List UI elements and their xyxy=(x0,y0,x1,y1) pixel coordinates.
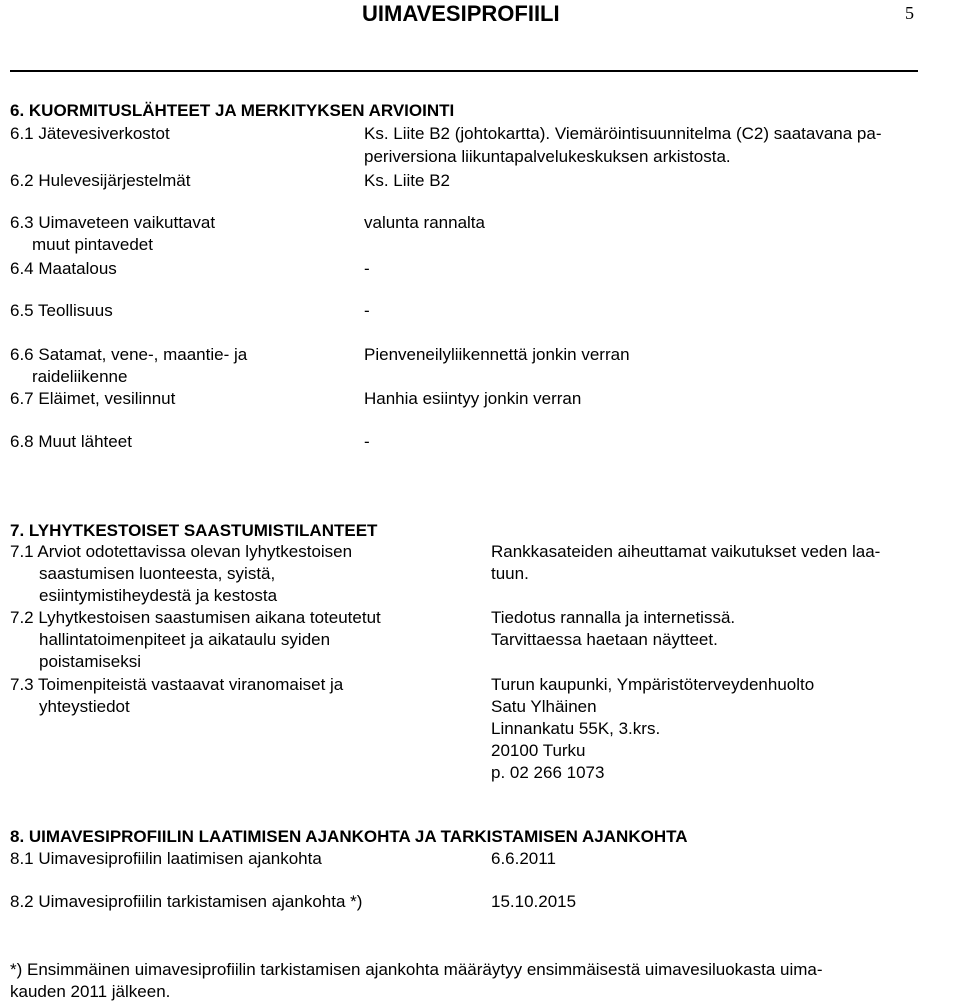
row-label: hallintatoimenpiteet ja aikataulu syiden xyxy=(39,630,331,649)
row-label: yhteystiedot xyxy=(39,697,130,716)
row-label: 6.3 Uimaveteen vaikuttavat xyxy=(10,213,216,232)
page-number: 5 xyxy=(905,3,914,23)
row-label: raideliikenne xyxy=(32,367,128,386)
row-value: Ks. Liite B2 (johtokartta). Viemäröintisuunnitelma (C2) saatavana pa- xyxy=(364,124,882,143)
section-8-heading: 8. UIMAVESIPROFIILIN LAATIMISEN AJANKOHTA JA TARKISTAMISEN AJANKOHTA xyxy=(10,827,688,846)
row-label: 6.7 Eläimet, vesilinnut xyxy=(10,389,176,408)
row-value: tuun. xyxy=(491,564,529,583)
row-value: Pienveneilyliikennettä jonkin verran xyxy=(364,345,630,364)
row-value: p. 02 266 1073 xyxy=(491,763,605,782)
row-value: 20100 Turku xyxy=(491,741,586,760)
section-6-heading: 6. KUORMITUSLÄHTEET JA MERKITYKSEN ARVIOINTI xyxy=(10,101,455,120)
row-value: Hanhia esiintyy jonkin verran xyxy=(364,389,582,408)
row-label: poistamiseksi xyxy=(39,652,142,671)
row-value: Turun kaupunki, Ympäristöterveydenhuolto xyxy=(491,675,815,694)
row-label: 7.3 Toimenpiteistä vastaavat viranomaiset ja xyxy=(10,675,344,694)
row-value: 6.6.2011 xyxy=(491,849,556,868)
row-label: 6.4 Maatalous xyxy=(10,259,117,278)
row-value: Tiedotus rannalla ja internetissä. xyxy=(491,608,736,627)
row-label: esiintymistiheydestä ja kestosta xyxy=(39,586,278,605)
row-value: - xyxy=(364,432,370,451)
row-label: saastumisen luonteesta, syistä, xyxy=(39,564,276,583)
footnote-line: *) Ensimmäinen uimavesiprofiilin tarkistamisen ajankohta määräytyy ensimmäisestä uimavesiluokasta uima- xyxy=(10,960,823,979)
row-value: Ks. Liite B2 xyxy=(364,171,450,190)
row-value: 15.10.2015 xyxy=(491,892,577,911)
row-value: valunta rannalta xyxy=(364,213,485,232)
row-label: 6.2 Hulevesijärjestelmät xyxy=(10,171,191,190)
section-7-heading: 7. LYHYTKESTOISET SAASTUMISTILANTEET xyxy=(10,521,378,540)
row-label: 6.6 Satamat, vene-, maantie- ja xyxy=(10,345,248,364)
row-label: 7.1 Arviot odotettavissa olevan lyhytkestoisen xyxy=(10,542,353,561)
row-label: 7.2 Lyhytkestoisen saastumisen aikana toteutetut xyxy=(10,608,381,627)
row-value: - xyxy=(364,259,370,278)
row-value: periversiona liikuntapalvelukeskuksen arkistosta. xyxy=(364,147,731,166)
footnote-line: kauden 2011 jälkeen. xyxy=(10,982,171,1001)
row-label: muut pintavedet xyxy=(32,235,153,254)
row-value: Rankkasateiden aiheuttamat vaikutukset veden laa- xyxy=(491,542,881,561)
row-label: 6.8 Muut lähteet xyxy=(10,432,132,451)
row-label: 6.5 Teollisuus xyxy=(10,301,113,320)
row-value: - xyxy=(364,301,370,320)
row-label: 8.1 Uimavesiprofiilin laatimisen ajankohta xyxy=(10,849,322,868)
page-title: UIMAVESIPROFIILI xyxy=(362,1,560,26)
header-rule xyxy=(10,70,918,72)
row-label: 6.1 Jätevesiverkostot xyxy=(10,124,170,143)
row-label: 8.2 Uimavesiprofiilin tarkistamisen ajankohta *) xyxy=(10,892,363,911)
row-value: Satu Ylhäinen xyxy=(491,697,597,716)
row-value: Tarvittaessa haetaan näytteet. xyxy=(491,630,718,649)
row-value: Linnankatu 55K, 3.krs. xyxy=(491,719,661,738)
